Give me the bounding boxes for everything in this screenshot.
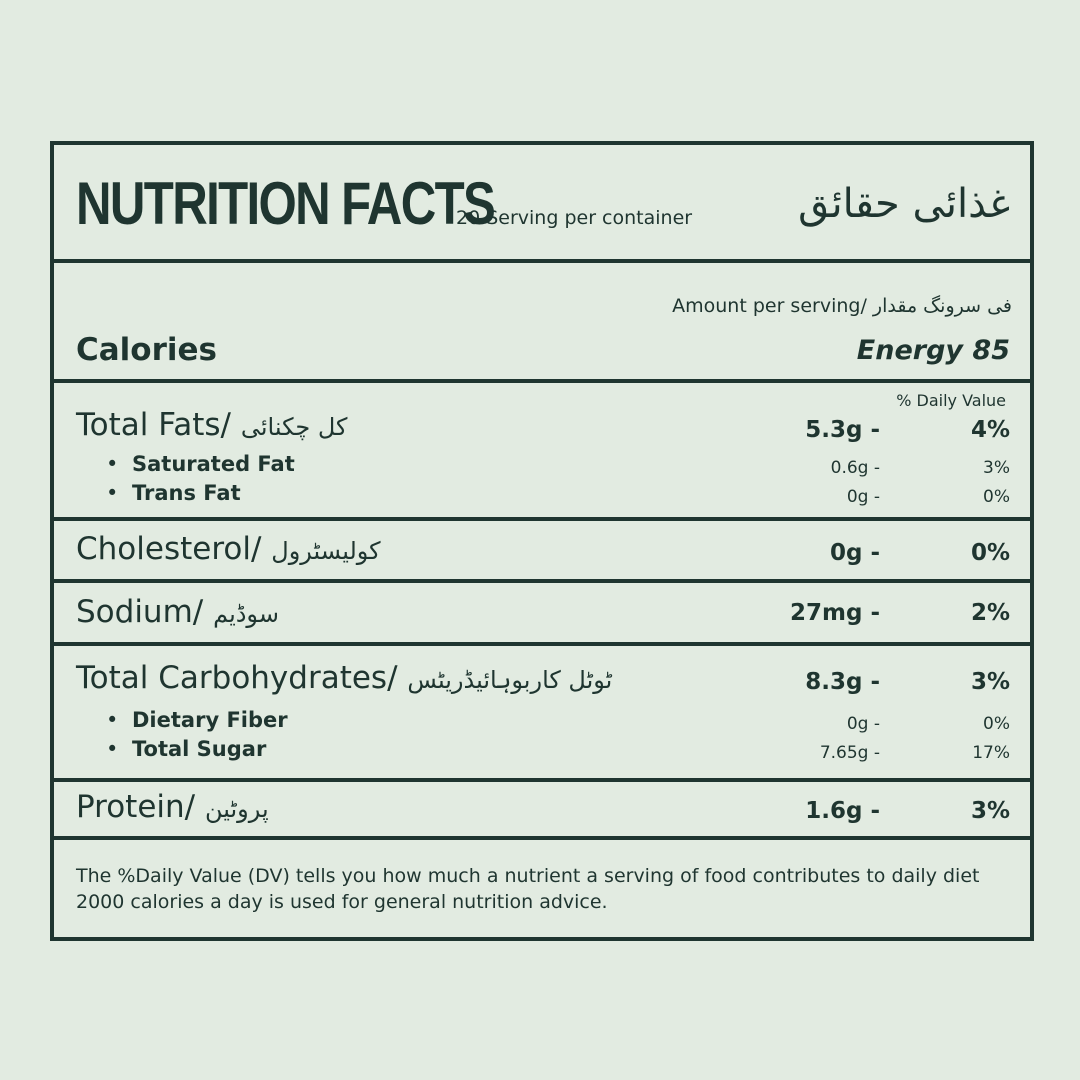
trans-fat-label: • Trans Fat xyxy=(106,481,241,505)
calories-label: Calories xyxy=(76,332,217,368)
sodium-dv: 2% xyxy=(970,600,1010,626)
bullet-icon: • xyxy=(106,452,119,476)
total-carbs-amount: 8.3g - xyxy=(805,669,880,695)
saturated-fat-amount: 0.6g - xyxy=(830,458,880,478)
total-sugar-amount: 7.65g - xyxy=(819,743,880,763)
daily-value-header: % Daily Value xyxy=(896,391,1006,410)
total-fats-amount: 5.3g - xyxy=(805,417,880,443)
energy-value: Energy 85 xyxy=(856,335,1010,366)
daily-value-footnote: The %Daily Value (DV) tells you how much a nutrient a serving of food contributes to daily diet 2000 calories a day is used for general nutrition advice. xyxy=(76,865,980,913)
divider xyxy=(54,379,1030,383)
cholesterol-amount: 0g - xyxy=(829,540,880,566)
cholesterol-dv: 0% xyxy=(970,540,1010,566)
total-sugar-label: • Total Sugar xyxy=(106,737,267,761)
total-carbs-dv: 3% xyxy=(970,669,1010,695)
dietary-fiber-label: • Dietary Fiber xyxy=(106,708,288,732)
amount-per-serving: Amount per serving/ فی سرونگ مقدار xyxy=(672,295,1012,317)
panel-title: NUTRITION FACTS xyxy=(76,170,495,237)
divider xyxy=(54,259,1030,263)
saturated-fat-dv: 3% xyxy=(983,458,1010,478)
bullet-icon: • xyxy=(106,708,119,732)
trans-fat-amount: 0g - xyxy=(846,487,880,507)
dietary-fiber-amount: 0g - xyxy=(846,714,880,734)
divider xyxy=(54,778,1030,782)
sodium-label: Sodium/ سوڈیم xyxy=(76,594,279,630)
bullet-icon: • xyxy=(106,481,119,505)
total-fats-en: Total Fats/ xyxy=(76,407,231,443)
divider xyxy=(54,642,1030,646)
protein-label: Protein/ پروٹین xyxy=(76,789,269,825)
nutrition-facts-panel xyxy=(50,141,1034,941)
divider xyxy=(54,579,1030,583)
protein-dv: 3% xyxy=(970,798,1010,824)
saturated-fat-label: • Saturated Fat xyxy=(106,452,295,476)
total-carbs-label: Total Carbohydrates/ ٹوٹل کاربوہائیڈریٹس xyxy=(76,660,613,696)
total-fats-dv: 4% xyxy=(970,417,1010,443)
servings-per-container: 20 Serving per container xyxy=(456,207,693,229)
divider xyxy=(54,836,1030,840)
urdu-title: غذائی حقائق xyxy=(798,181,1010,227)
bullet-icon: • xyxy=(106,737,119,761)
divider xyxy=(54,517,1030,521)
trans-fat-dv: 0% xyxy=(983,487,1010,507)
total-fats-label xyxy=(76,407,347,443)
total-fats-ur: کل چکنائی xyxy=(240,413,348,441)
cholesterol-label: Cholesterol/ کولیسٹرول xyxy=(76,531,381,567)
sodium-amount: 27mg - xyxy=(790,600,880,626)
protein-amount: 1.6g - xyxy=(805,798,880,824)
dietary-fiber-dv: 0% xyxy=(983,714,1010,734)
total-sugar-dv: 17% xyxy=(972,743,1010,763)
